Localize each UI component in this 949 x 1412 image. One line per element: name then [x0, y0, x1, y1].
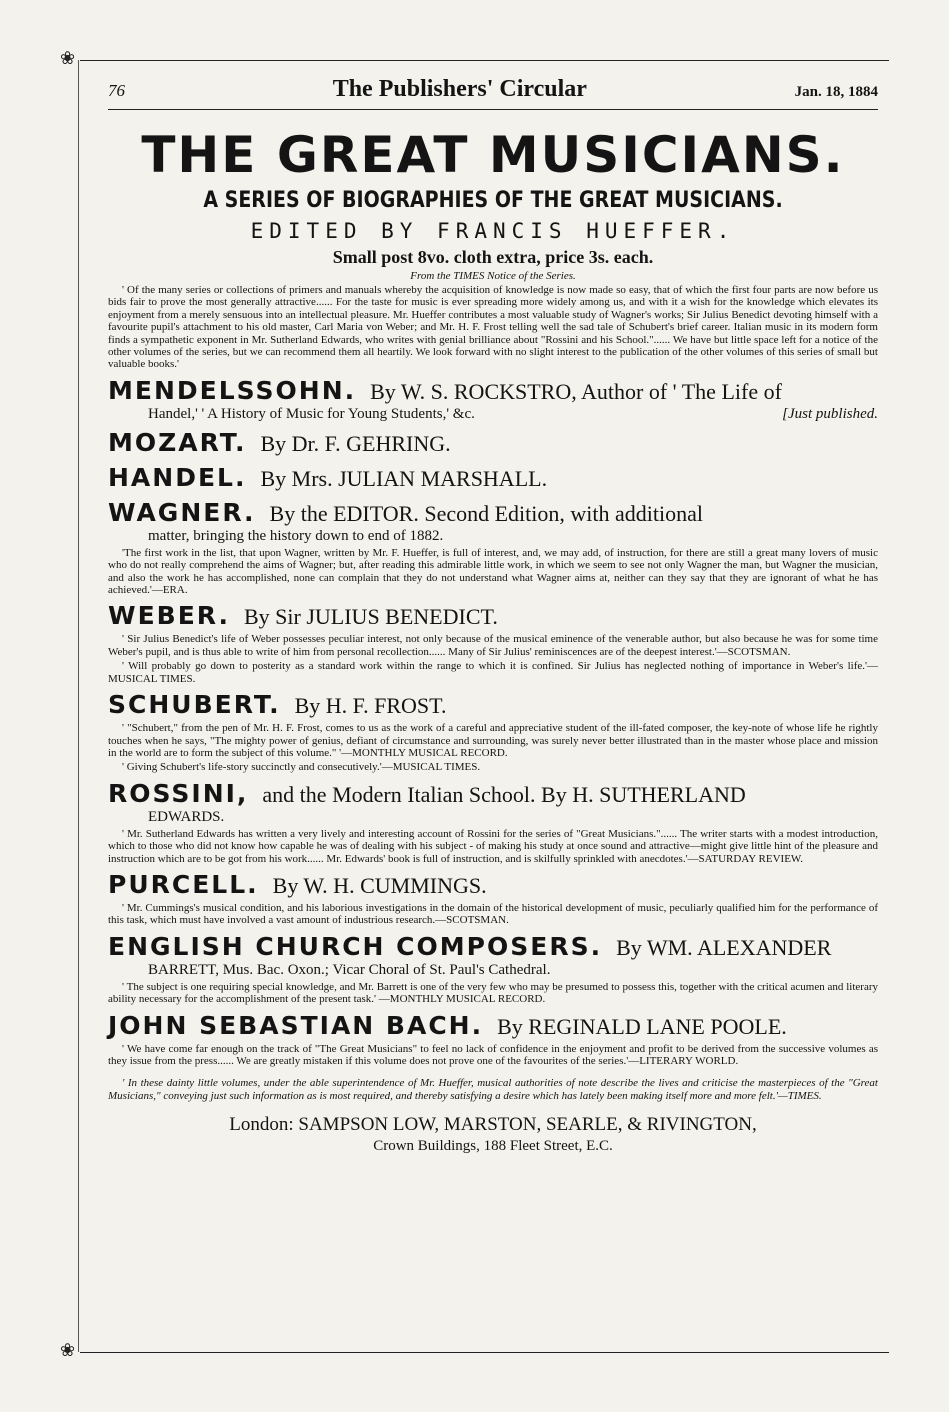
closing-quote: ' In these dainty little volumes, under the able superintendence of Mr. Hueffer, musical authorities of note describe the lives and criticise the masterpieces of the "Great Musicians," conveying just such information as is most required, and thereby satisfying a desire which has lately been making itself more and more felt.'—TIMES.	[108, 1077, 878, 1102]
entry-heading	[108, 377, 878, 406]
entry-heading	[108, 464, 878, 493]
entry-subline	[108, 962, 878, 979]
running-header	[108, 76, 878, 110]
composer-entry	[108, 691, 878, 774]
author-credit: By Mrs. JULIAN MARSHALL.	[260, 465, 548, 491]
intro-quote: ' Of the many series or collections of primers and manuals whereby the acquisition of knowledge is now made so easy, that of which the first four parts are now before us bids fair to prove the most generally attractive...... For the taste for music is ever spreading more widely among us, and with it a wish for the knowledge which elevates its enjoyment from a merely sensuous into an intellectual pleasure. Mr. Hueffer contributes a most valuable study of Wagner's works; Sir Julius Benedict devoting himself with a favourite pupil's attachment to his old master, Carl Maria von Weber; and Mr. H. F. Frost telling well the sad tale of Schubert's brief career. Italian music in its modern form finds a sympathetic exponent in Mr. Sutherland Edwards, who writes with genial brilliance about "Rossini and his School."...... We have but little space left for a notice of the other volumes of the series, but we can recommend them all heartily. We look forward with no slight interest to the publication of the other volumes of this series of small but valuable books.'	[108, 284, 878, 371]
series-line: A SERIES OF BIOGRAPHIES OF THE GREAT MUSICIANS.	[203, 187, 783, 213]
entry-heading	[108, 499, 878, 528]
composer-name: PURCELL.	[108, 869, 259, 899]
entry-heading	[108, 602, 878, 631]
address-line: Crown Buildings, 188 Fleet Street, E.C.	[373, 1138, 613, 1155]
composer-name: WEBER.	[108, 601, 230, 631]
corner-ornament-icon: ❀	[60, 48, 76, 68]
review-quote: ' Mr. Sutherland Edwards has written a very lively and interesting account of Rossini for the series of "Great Musicians."...... The writer starts with a modest introduction, which to those who did not know how capable he was of dealing with his subject - of making his study at once sound and attractive—might give little hint of the pleasure and instruction which are to be got from his work...... Mr. Edwards' book is full of instruction, and is skilfully sprinkled with anecdotes.'—SATURDAY REVIEW.	[108, 827, 878, 865]
top-border	[80, 60, 889, 61]
composer-name: ROSSINI,	[108, 778, 249, 808]
entry-heading	[108, 933, 878, 962]
bottom-border	[80, 1352, 889, 1353]
issue-date: Jan. 18, 1884	[794, 84, 878, 100]
entry-heading	[108, 780, 878, 809]
composer-name: MENDELSSOHN.	[108, 375, 357, 405]
entry-heading	[108, 1012, 878, 1041]
author-credit: By H. F. FROST.	[294, 693, 447, 719]
entry-heading	[108, 429, 878, 458]
author-credit: By W. S. ROCKSTRO, Author of ' The Life of	[370, 378, 782, 404]
entry-subline	[108, 406, 878, 423]
author-credit: By W. H. CUMMINGS.	[272, 872, 487, 898]
entry-heading	[108, 871, 878, 900]
composer-entry	[108, 499, 878, 597]
composer-name: MOZART.	[108, 427, 247, 457]
composer-name: WAGNER.	[108, 497, 256, 527]
left-border	[78, 60, 79, 1352]
entry-heading	[108, 691, 878, 720]
review-quote: ' Sir Julius Benedict's life of Weber possesses peculiar interest, not only because of the musical eminence of the venerable author, but also because he was for some time Weber's pupil, and is thus able to write of him from personal recollection...... Many of Sir Julius' reminiscences are of the deepest interest.'—SCOTSMAN.	[108, 633, 878, 658]
review-quote: ' "Schubert," from the pen of Mr. H. F. Frost, comes to us as the work of a careful and appreciative student of the ill-fated composer, the key-note of whose life he rightly touches when he says, "The mighty power of genius, defiant of circumstance and surrounding, was surely never better illustrated than in the master whose place and mission in the world are to form the subject of this volume." '—MONTHLY MUSICAL RECORD.	[108, 722, 878, 759]
author-credit: By Sir JULIUS BENEDICT.	[244, 604, 498, 630]
subline-text: matter, bringing the history down to end of 1882.	[148, 527, 444, 544]
entries-list	[108, 377, 878, 1068]
subline-text: BARRETT, Mus. Bac. Oxon.; Vicar Choral of St. Paul's Cathedral.	[148, 961, 551, 978]
price-line: Small post 8vo. cloth extra, price 3s. each.	[332, 247, 654, 267]
composer-name: HANDEL.	[108, 462, 247, 492]
author-credit: By Dr. F. GEHRING.	[260, 430, 451, 456]
review-quote: ' We have come far enough on the track of "The Great Musicians" to feel no lack of confidence in the enjoyment and profit to be derived from the successive volumes as they issue from the press...... We are greatly mistaken if this volume does not prove one of the favourites of the series.'—LITERARY WORLD.	[108, 1042, 878, 1067]
author-credit: By REGINALD LANE POOLE.	[497, 1013, 787, 1039]
review-quote: ' The subject is one requiring special knowledge, and Mr. Barrett is one of the very few who may be presumed to possess this, together with the critical acumen and literary ability necessary for the accomplishment of the present task.' —MONTHLY MUSICAL RECORD.	[108, 980, 878, 1006]
composer-entry	[108, 377, 878, 423]
subline-text: EDWARDS.	[148, 808, 225, 825]
author-credit: By the EDITOR. Second Edition, with additional	[269, 500, 703, 526]
composer-entry	[108, 780, 878, 865]
review-quote: ' Giving Schubert's life-story succinctly and consecutively.'—MUSICAL TIMES.	[122, 761, 481, 774]
subline-text: Handel,' ' A History of Music for Young Students,' &c.	[148, 405, 475, 422]
composer-entry	[108, 933, 878, 1006]
page-content	[108, 76, 878, 1155]
author-credit: and the Modern Italian School. By H. SUTHERLAND	[262, 781, 746, 807]
composer-name: SCHUBERT.	[108, 690, 281, 720]
composer-entry	[108, 871, 878, 927]
composer-entry	[108, 1012, 878, 1068]
review-quote: ' Will probably go down to posterity as a standard work within the range to which it is confined. Sir Julius has neglected nothing of importance in Weber's life.'—MUSICAL TIMES.	[108, 660, 878, 685]
entry-subline	[108, 528, 878, 545]
composer-name: ENGLISH CHURCH COMPOSERS.	[108, 931, 603, 961]
publisher-line: London: SAMPSON LOW, MARSTON, SEARLE, & RIVINGTON,	[229, 1114, 757, 1136]
editor-line: EDITED BY FRANCIS HUEFFER.	[250, 219, 736, 243]
composer-name: JOHN SEBASTIAN BACH.	[108, 1010, 484, 1040]
advert-title: THE GREAT MUSICIANS.	[141, 126, 845, 184]
review-quote: ' Mr. Cummings's musical condition, and his laborious investigations in the domain of the historical development of music, peculiarly qualified him for the performance of this task, which must have involved a vast amount of industrious research.—SCOTSMAN.	[108, 901, 878, 927]
review-quote: 'The first work in the list, that upon Wagner, written by Mr. F. Hueffer, is full of interest, and, we may add, of instruction, for there are still a great many lovers of music who do not really comprehend the aims of Wagner; but, after reading this admirable little work, in which we seem to see not only Wagner the man, but Wagner the musician, and also the work he has accomplished, none can complain that they do not understand what Wagner aims at, neither can they say that they are ignorant of what he has achieved.'—ERA.	[108, 546, 878, 597]
composer-entry	[108, 464, 878, 493]
source-note: From the TIMES Notice of the Series.	[410, 270, 576, 282]
composer-entry	[108, 429, 878, 458]
composer-entry	[108, 602, 878, 685]
page-number: 76	[108, 81, 125, 100]
author-credit: By WM. ALEXANDER	[616, 934, 832, 960]
entry-subline	[108, 809, 878, 826]
publication-status: [Just published.	[782, 405, 878, 422]
corner-ornament-icon: ❀	[60, 1340, 76, 1360]
journal-title: The Publishers' Circular	[332, 76, 587, 102]
